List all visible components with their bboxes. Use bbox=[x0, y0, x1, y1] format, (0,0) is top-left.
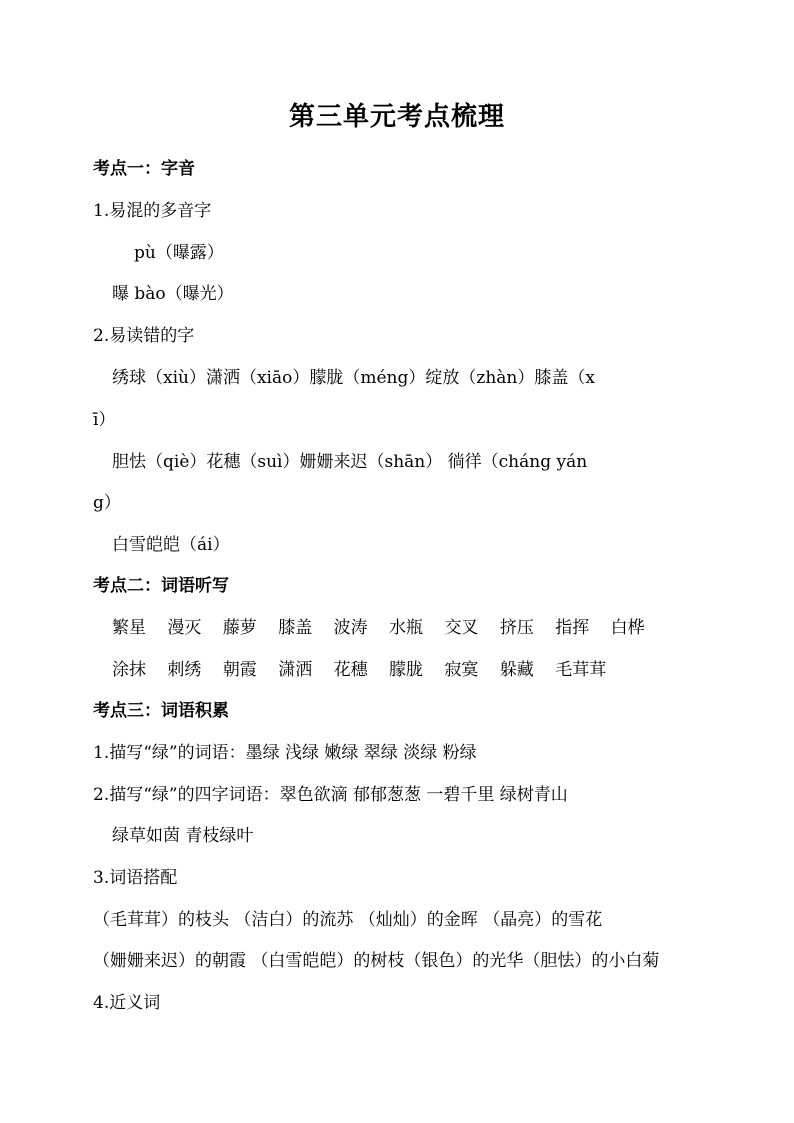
dictation-word: 繁星 bbox=[112, 618, 146, 638]
dictation-word: 花穗 bbox=[333, 660, 368, 680]
section-heading-2: 考点二：词语听写 bbox=[93, 576, 229, 596]
dictation-word: 漫灭 bbox=[167, 618, 202, 638]
dictation-word: 膝盖 bbox=[278, 618, 313, 638]
dictation-word: 朦胧 bbox=[389, 660, 424, 680]
section-heading-3: 考点三：词语积累 bbox=[93, 701, 229, 721]
polyphone-line-2: 曝 bào（曝光） bbox=[112, 284, 234, 304]
collocation-line-1: （毛茸茸）的枝头 （洁白）的流苏 （灿灿）的金晖 （晶亮）的雪花 bbox=[93, 910, 603, 930]
dictation-word: 寂寞 bbox=[444, 660, 479, 680]
dictation-word: 潇洒 bbox=[278, 660, 313, 680]
list-item-synonyms: 4.近义词 bbox=[93, 993, 161, 1013]
polyphone-line-1: pù（曝露） bbox=[134, 243, 224, 263]
dictation-word: 指挥 bbox=[555, 618, 590, 638]
dictation-word: 朝霞 bbox=[222, 660, 257, 680]
section-heading-1: 考点一：字音 bbox=[93, 159, 195, 179]
page-title: 第三单元考点梳理 bbox=[288, 102, 505, 132]
dictation-row-1 bbox=[112, 617, 661, 639]
misread-line-2b: g） bbox=[93, 493, 121, 513]
dictation-word: 白桦 bbox=[610, 618, 645, 638]
green-idioms-continued: 绿草如茵 青枝绿叶 bbox=[112, 826, 254, 846]
dictation-word: 水瓶 bbox=[389, 618, 424, 638]
list-item-green-words: 1.描写“绿”的词语：墨绿 浅绿 嫩绿 翠绿 淡绿 粉绿 bbox=[93, 743, 477, 763]
dictation-word: 毛茸茸 bbox=[555, 660, 607, 680]
dictation-word: 波涛 bbox=[333, 618, 368, 638]
list-item-collocations: 3.词语搭配 bbox=[93, 868, 178, 888]
collocation-line-2: （姗姗来迟）的朝霞 （白雪皑皑）的树枝（银色）的光华（胆怯）的小白菊 bbox=[93, 951, 660, 971]
dictation-word: 躲藏 bbox=[499, 660, 534, 680]
dictation-word: 涂抹 bbox=[112, 660, 146, 680]
list-item-green-idioms: 2.描写“绿”的四字词语：翠色欲滴 郁郁葱葱 一碧千里 绿树青山 bbox=[93, 785, 568, 805]
dictation-word: 交叉 bbox=[444, 618, 479, 638]
misread-line-2a: 胆怯（qiè）花穗（suì）姗姗来迟（shān） 徜徉（cháng yán bbox=[112, 452, 588, 472]
misread-line-1b: ī） bbox=[93, 410, 116, 430]
list-item-misread: 2.易读错的字 bbox=[93, 326, 195, 346]
misread-line-1a: 绣球（xiù）潇洒（xiāo）朦胧（méng）绽放（zhàn）膝盖（x bbox=[112, 368, 595, 388]
misread-line-3: 白雪皑皑（ái） bbox=[112, 535, 230, 555]
dictation-word: 藤萝 bbox=[222, 618, 257, 638]
dictation-row-2 bbox=[112, 659, 622, 681]
list-item-polyphones: 1.易混的多音字 bbox=[93, 201, 212, 221]
dictation-word: 刺绣 bbox=[167, 660, 202, 680]
dictation-word: 挤压 bbox=[499, 618, 534, 638]
